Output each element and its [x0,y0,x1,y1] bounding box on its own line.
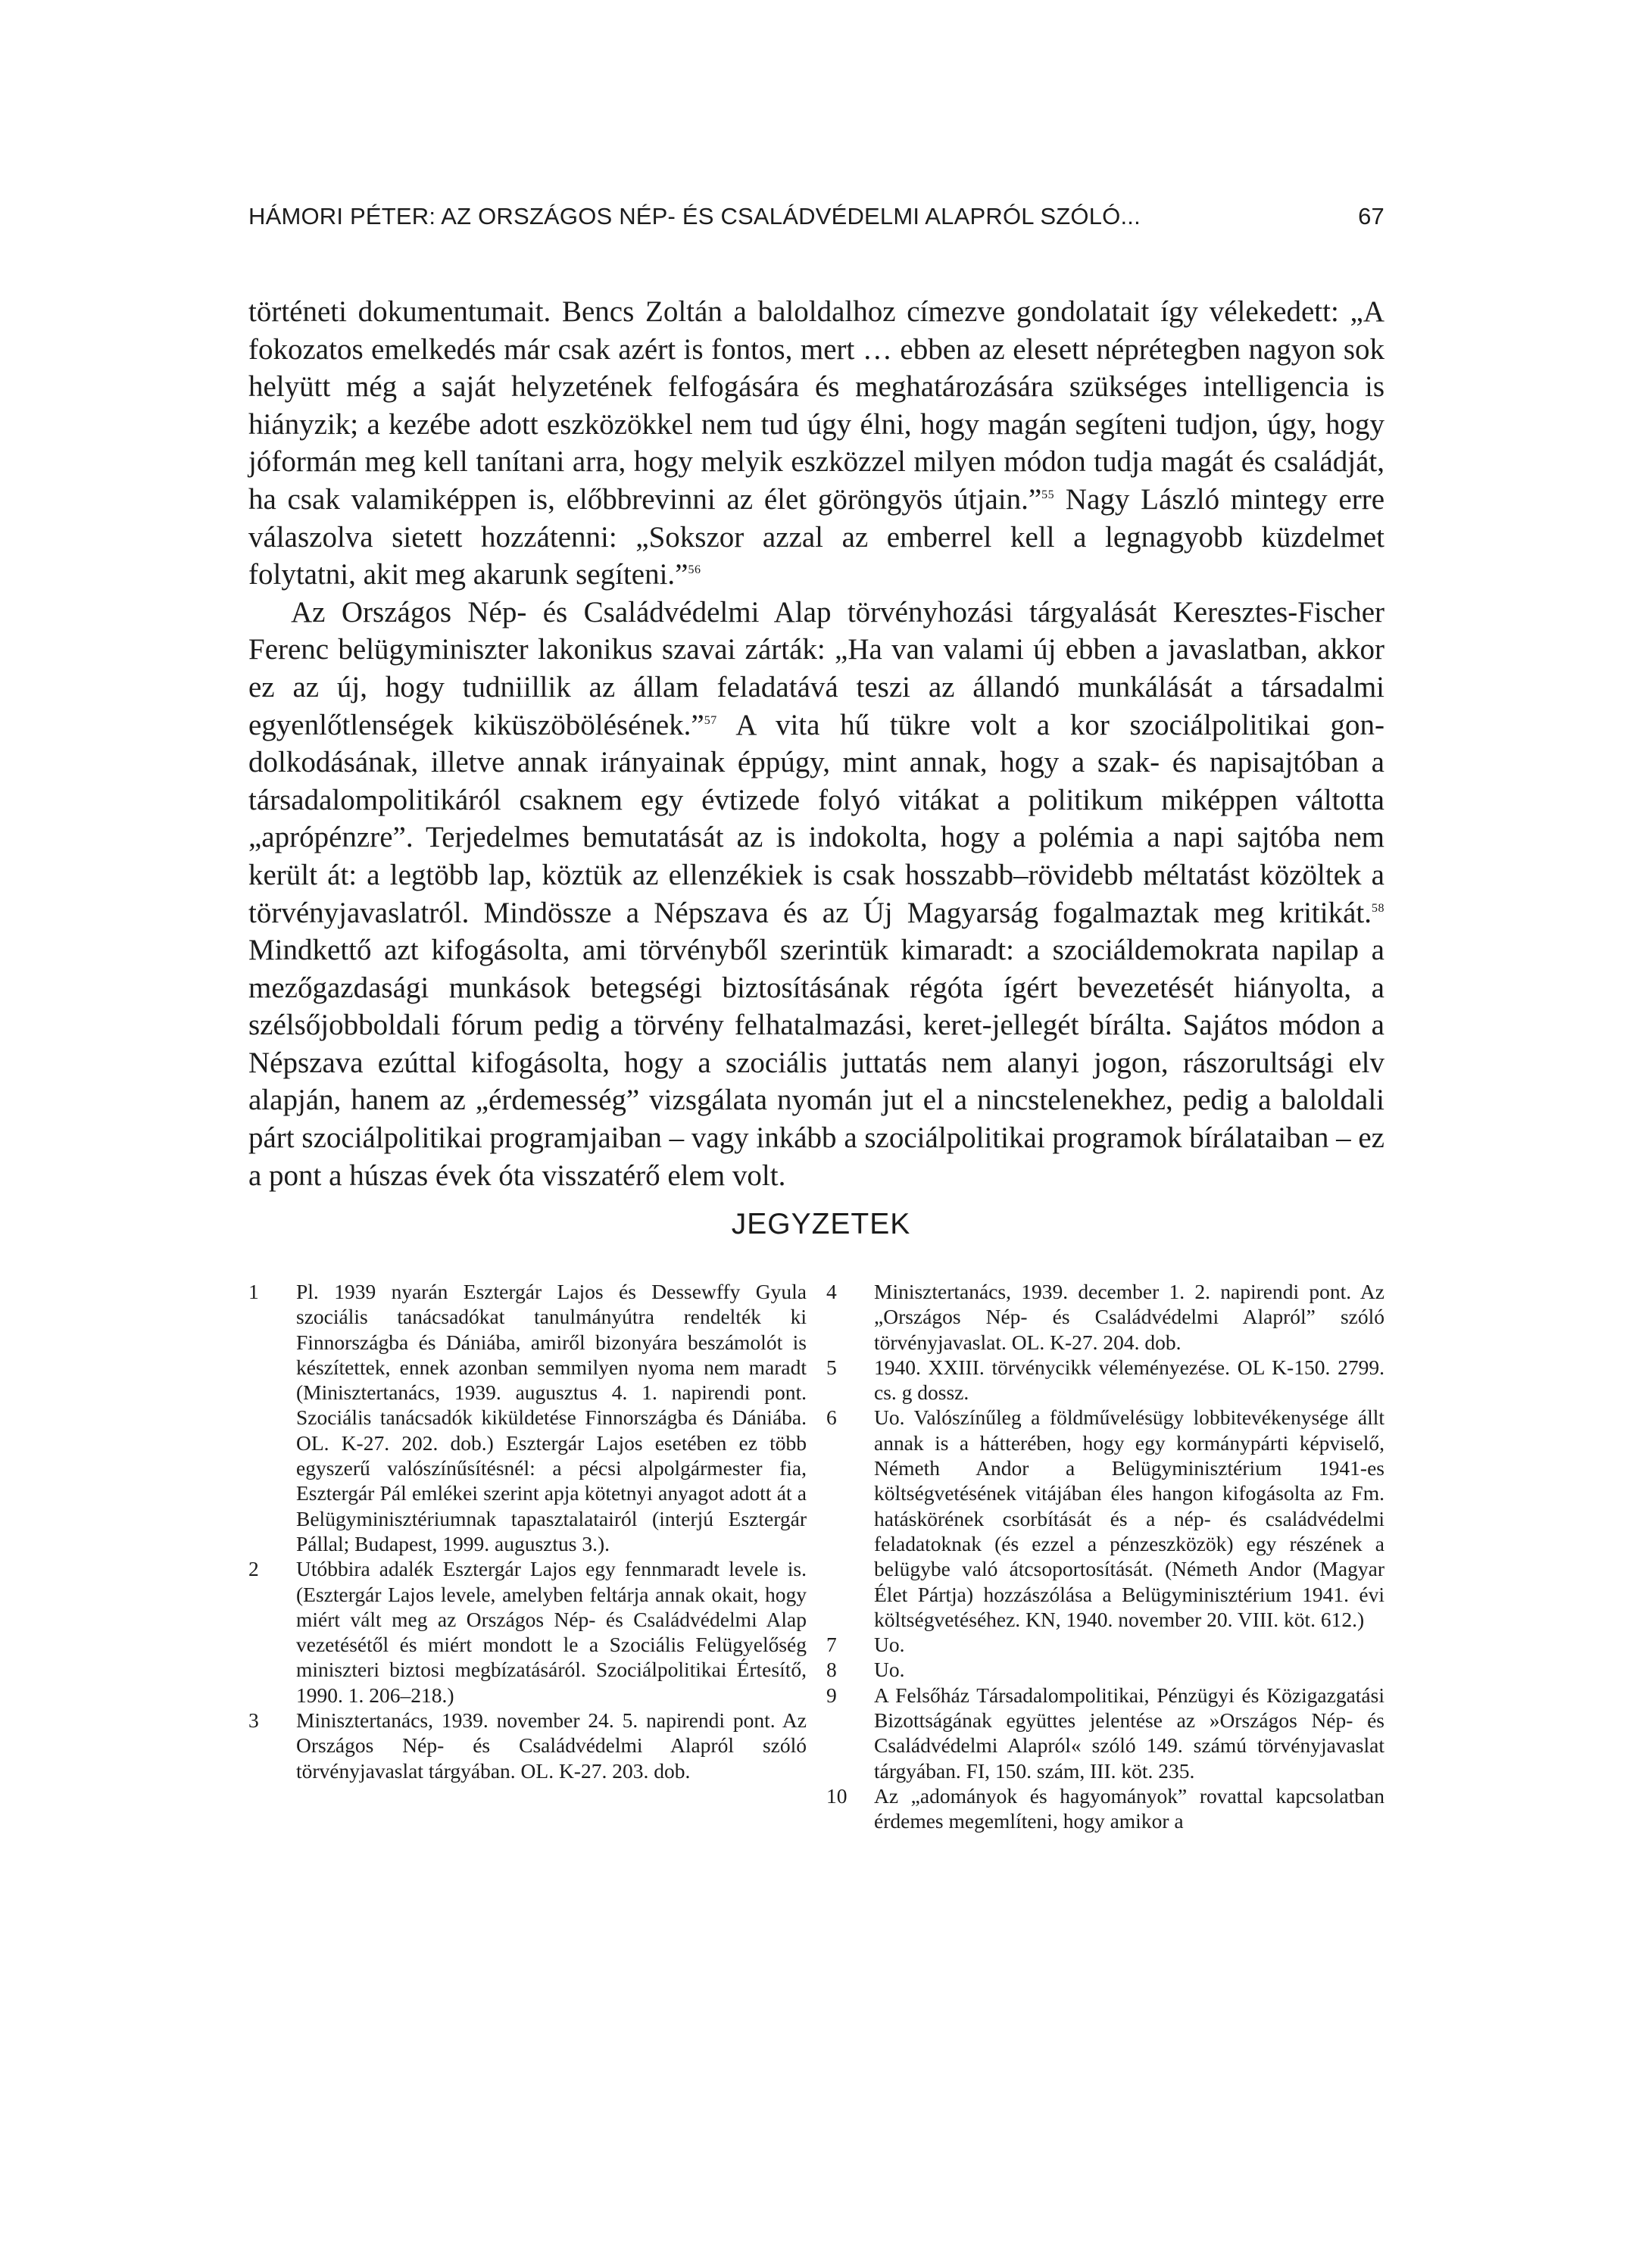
note-number: 9 [826,1683,837,1707]
note-number: 6 [826,1405,837,1430]
note-item [826,1405,1384,1632]
note-text: 1940. XXIII. törvénycikk véleményezése. OL K-150. 2799. cs. g dossz. [874,1355,1384,1405]
note-text: Uo. Valószínűleg a földművelésügy lobbitevékenysége állt annak is a hátterében, hogy egy kormánypárti képviselő, Németh Andor a Belügyminisztérium 1941-es költségvetésének vitájában éles hangon kifogásolta az Fm. hatáskörének csorbítását és a nép- és családvédelmi feladatoknak (és ezzel a pénzeszközök) egy részének a belügybe való átcsoportosítását. (Németh Andor (Magyar Élet Pártja) hozzászólása a Belügyminisztérium 1941. évi költségvetéséhez. KN, 1940. november 20. VIII. köt. 612.) [874,1405,1384,1631]
paragraph-text: történeti dokumentumait. Bencs Zoltán a baloldalhoz címezve gondolatait így vélekedett: „A fokozatos emelkedés már csak azért is fontos, mert … ebben az elesett néprétegben nagyon sok helyütt még a saját helyzetének felfogására és meghatározására szükséges intelligencia is hiányzik; a kezébe adott eszközökkel nem tud úgy élni, hogy magán segíteni tudjon, úgy, hogy jóformán meg kell tanítani arra, hogy melyik eszközzel milyen módon tudja magát és családját, ha csak valamiképpen is, előbbrevinni az élet göröngyös útjain.” [248,295,1384,516]
note-item [248,1556,807,1708]
note-text: Minisztertanács, 1939. december 1. 2. napirendi pont. Az „Országos Nép- és Családvédelmi Alapról” szóló törvényjavaslat. OL. K-27. 204. dob. [874,1280,1384,1354]
note-item [826,1683,1384,1783]
notes-heading: JEGYZETEK [731,1208,911,1240]
footnote-ref: 58 [1372,901,1384,915]
note-number: 10 [826,1783,848,1808]
note-text: A Felsőház Társadalompolitikai, Pénzügyi és Közigazgatási Bizottságának együttes jelentése az »Országos Nép- és Családvédelmi Alapról« szóló 149. számú törvényjavaslat tárgyában. FI, 150. szám, III. köt. 235. [874,1683,1384,1783]
note-text: Minisztertanács, 1939. november 24. 5. napirendi pont. Az Országos Nép- és Családvédelmi Alapról szóló törvényjavaslat tárgyában. OL. K-27. 203. dob. [296,1708,807,1783]
note-number: 1 [248,1280,259,1303]
note-number: 4 [826,1280,837,1303]
note-item [826,1279,1384,1355]
note-text: Pl. 1939 nyarán Esztergár Lajos és Dessewffy Gyula szociális tanácsadókat tanulmányútra rendelték ki Finnországba és Dániába, amiről bizonyára beszámolót is készítettek, ennek azonban semmilyen nyoma nem maradt (Minisztertanács, 1939. augusztus 4. 1. napirendi pont. Szociális tanácsadók kiküldetése Finnországba és Dániába. OL. K-27. 202. dob.) Esztergár Lajos esetében ez több egyszerű valószínűsítésnél: a pécsi alpolgármester fia, Esztergár Pál emlékei szerint apja kötetnyi anyagot adott át a Belügyminisztériumnak tapasztalatairól (interjú Esztergár Pállal; Budapest, 1999. augusztus 3.). [296,1280,807,1555]
running-title: HÁMORI PÉTER: AZ ORSZÁGOS NÉP- ÉS CSALÁDVÉDELMI ALAPRÓL SZÓLÓ... [248,203,1141,229]
note-number: 7 [826,1633,837,1657]
notes-column-left [248,1279,807,1783]
footnote-ref: 55 [1041,488,1055,501]
note-number: 5 [826,1355,837,1379]
page-number: 67 [1358,203,1384,229]
note-item [826,1632,1384,1657]
note-text: Uo. [874,1633,905,1657]
paragraph-text: A vita hű tükre volt a kor szociálpolitikai gondolkodásának, illetve annak irányainak éppúgy, mint annak, hogy a szak- és napisajtóban a társadalompolitikáról csaknem egy évtizede folyó vitákat a politikum miképpen váltotta „aprópénzre”. Terjedelmes bemutatását az is indokolta, hogy a polémia a napi sajtóba nem került át: a legtöbb lap, köztük az ellenzékiek is csak hosszabb–rövidebb méltatást közöltek a törvényjavaslatról. Mindössze a Népszava és az Új Magyarság fogalmaztak meg kritikát. [248,708,1384,929]
note-number: 3 [248,1708,259,1733]
paragraph [248,594,1384,1195]
note-item [826,1355,1384,1405]
note-text: Az „adományok és hagyományok” rovattal kapcsolatban érdemes megemlíteni, hogy amikor a [874,1783,1384,1833]
note-item [826,1783,1384,1834]
paragraph-text: Nagy László mintegy erre válaszolva sietett hozzátenni: „Sokszor azzal az emberrel kell a legnagyobb küzdelmet folytatni, akit meg akarunk segíteni.” [248,482,1385,591]
footnote-ref: 57 [704,713,717,727]
note-item [248,1279,807,1556]
footnote-ref: 56 [688,563,701,577]
note-text: Uo. [874,1658,905,1682]
paragraph [248,293,1384,594]
paragraph-text: Mindkettő azt kifogásolta, ami törvényből szerintük kimaradt: a szociáldemokrata napilap a mezőgazdasági munkások betegségi biztosításának régóta ígért bevezetését hiányolta, a szélsőjobboldali fórum pedig a törvény felhatalmazási, keret-jellegét bírálta. Sajátos módon a Népszava ezúttal kifogásolta, hogy a szociális juttatás nem alanyi jogon, rászorultsági elv alapján, hanem az „érdemesség” vizsgálata nyomán jut el a nincstelenekhez, pedig a baloldali párt szociálpolitikai programjaiban – vagy inkább a szociálpolitikai programok bírálataiban – ez a pont a húszas évek óta visszatérő elem volt. [248,934,1384,1192]
running-head [248,203,1384,233]
note-number: 2 [248,1557,259,1581]
note-item [826,1657,1384,1682]
note-text: Utóbbira adalék Esztergár Lajos egy fennmaradt levele is. (Esztergár Lajos levele, amelyben feltárja annak okait, hogy miért vált meg az Országos Nép- és Családvédelmi Alap vezetésétől és miért mondott le a Szociális Felügyelőség miniszteri biztosi megbízatásáról. Szociálpolitikai Értesítő, 1990. 1. 206–218.) [296,1557,807,1707]
note-number: 8 [826,1658,837,1682]
body-text [248,293,1384,1194]
note-item [248,1708,807,1783]
paragraph-text: Az Országos Nép- és Családvédelmi Alap törvényhozási tárgyalását Keresztes-Fischer Ferenc belügyminiszter lakonikus szavai zárták: „Ha van valami új ebben a javaslatban, akkor ez az új, hogy tudniillik az állam feladatává teszi az állandó munkálását a társadalmi egyenlőtlenségek kiküszöbölésének.” [248,595,1384,741]
notes-column-right [826,1279,1384,1834]
